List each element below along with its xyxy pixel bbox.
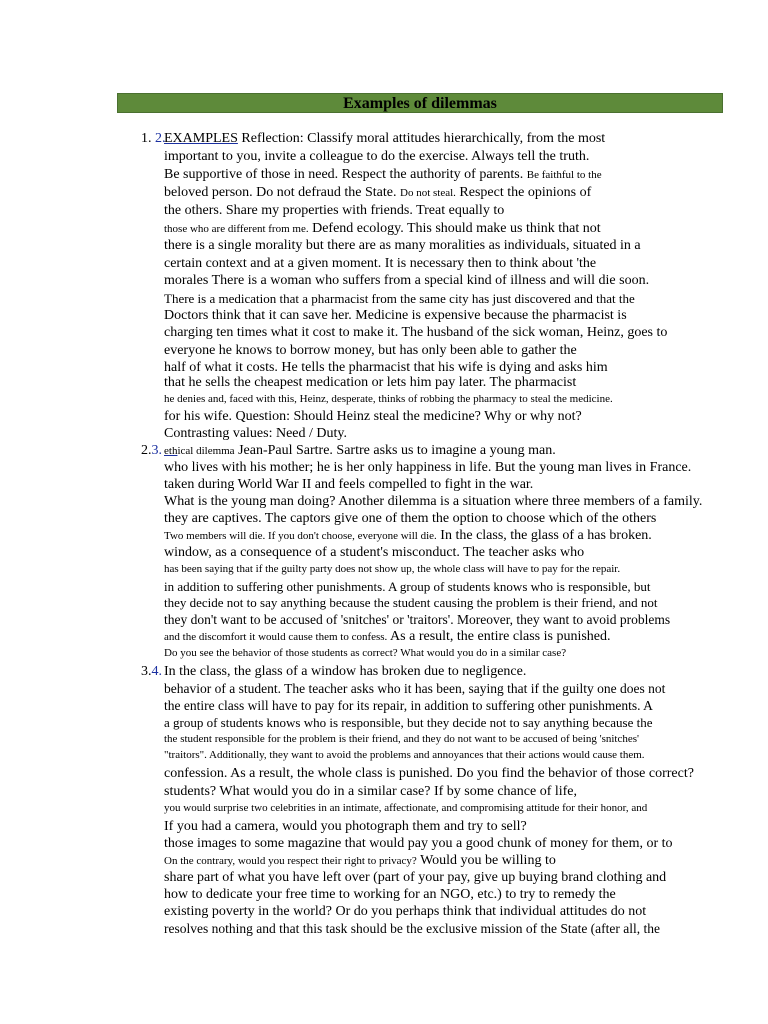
text-line: that he sells the cheapest medication or lets him pay later. The pharmacist — [164, 375, 577, 390]
text-line: On the contrary, would you respect their right to privacy? Would you be willing to — [164, 853, 556, 868]
list-number: 3.4. — [141, 664, 162, 679]
text-line: in addition to suffering other punishments. A group of students knows who is responsible, but — [164, 579, 651, 594]
text-line: they don't want to be accused of 'snitches' or 'traitors'. Moreover, they want to avoid problems — [164, 612, 671, 627]
list-sub-number[interactable]: 2. — [155, 131, 166, 146]
text-line: Be supportive of those in need. Respect the authority of parents. Be faithful to the — [164, 167, 602, 182]
text-line: ethical dilemma Jean-Paul Sartre. Sartre asks us to imagine a young man. — [164, 443, 556, 458]
text-line: those images to some magazine that would pay you a good chunk of money for them, or to — [164, 836, 673, 851]
text-line: "traitors". Additionally, they want to avoid the problems and annoyances that their actions would cause them. — [164, 749, 645, 761]
text-line: they are captives. The captors give one of them the option to choose which of the others — [164, 511, 657, 526]
list-number: 1. 2. — [141, 131, 166, 146]
text-line: there is a single morality but there are as many moralities as individuals, situated in a — [164, 238, 641, 253]
text-line: EXAMPLES Reflection: Classify moral attitudes hierarchically, from the most — [164, 131, 606, 146]
text-line: In the class, the glass of a window has broken due to negligence. — [164, 664, 527, 679]
text-line: for his wife. Question: Should Heinz steal the medicine? Why or why not? — [164, 409, 582, 424]
text-line: There is a medication that a pharmacist from the same city has just discovered and that the — [164, 291, 635, 306]
section-title: Examples of dilemmas — [343, 95, 497, 112]
text-line: the others. Share my properties with friends. Treat equally to — [164, 203, 505, 218]
text-line: half of what it costs. He tells the pharmacist that his wife is dying and asks him — [164, 360, 608, 375]
text-line: the student responsible for the problem is their friend, and they do not want to be accused of being 'snitches' — [164, 733, 640, 745]
list-number: 2.3. — [141, 443, 162, 458]
text-line: those who are different from me. Defend ecology. This should make us think that not — [164, 221, 601, 236]
text-line: they decide not to say anything because the student causing the problem is their friend, and not — [164, 595, 658, 610]
text-line: important to you, invite a colleague to do the exercise. Always tell the truth. — [164, 149, 590, 164]
text-line: the entire class will have to pay for its repair, in addition to suffering other punishments. A — [164, 698, 653, 713]
section-banner — [117, 93, 723, 113]
text-line: how to dedicate your free time to working for an NGO, etc.) to try to remedy the — [164, 887, 616, 902]
list-sub-number[interactable]: 3. — [151, 443, 162, 458]
text-line: you would surprise two celebrities in an intimate, affectionate, and compromising attitude for their honor, and — [164, 802, 648, 814]
text-line: If you had a camera, would you photograph them and try to sell? — [164, 819, 527, 834]
text-line: students? What would you do in a similar case? If by some chance of life, — [164, 784, 578, 799]
text-line: charging ten times what it cost to make it. The husband of the sick woman, Heinz, goes to — [164, 325, 668, 340]
text-line: confession. As a result, the whole class is punished. Do you find the behavior of those correct? — [164, 766, 694, 781]
text-line: Two members will die. If you don't choose, everyone will die. In the class, the glass of a has broken. — [164, 528, 652, 543]
text-line: a group of students knows who is responsible, but they decide not to say anything because the — [164, 715, 653, 730]
text-line: who lives with his mother; he is her only happiness in life. But the young man lives in France. — [164, 460, 692, 475]
text-line: morales There is a woman who suffers from a special kind of illness and will die soon. — [164, 273, 650, 288]
text-line: Contrasting values: Need / Duty. — [164, 426, 348, 441]
text-line: window, as a consequence of a student's misconduct. The teacher asks who — [164, 545, 585, 560]
text-line: resolves nothing and that this task should be the exclusive mission of the State (after all, the — [164, 921, 661, 936]
list-sub-number[interactable]: 4. — [151, 664, 162, 679]
text-line: existing poverty in the world? Or do you perhaps think that individual attitudes do not — [164, 904, 647, 919]
text-line: taken during World War II and feels compelled to fight in the war. — [164, 477, 534, 492]
text-line: Doctors think that it can save her. Medicine is expensive because the pharmacist is — [164, 308, 627, 323]
text-line: and the discomfort it would cause them to confess. As a result, the entire class is punished. — [164, 629, 611, 644]
text-line: beloved person. Do not defraud the State. Do not steal. Respect the opinions of — [164, 185, 592, 200]
text-line: everyone he knows to borrow money, but has only been able to gather the — [164, 343, 577, 358]
text-line: has been saying that if the guilty party does not show up, the whole class will have to pay for the repair. — [164, 563, 621, 575]
text-line: he denies and, faced with this, Heinz, desperate, thinks of robbing the pharmacy to steal the medicine. — [164, 393, 613, 405]
text-line: behavior of a student. The teacher asks who it has been, saying that if the guilty one does not — [164, 681, 666, 696]
text-line: Do you see the behavior of those students as correct? What would you do in a similar case? — [164, 647, 567, 659]
list-lead: EXAMPLES — [164, 131, 238, 146]
list-lead: eth — [164, 445, 178, 457]
text-line: certain context and at a given moment. It is necessary then to think about 'the — [164, 256, 597, 271]
text-line: share part of what you have left over (part of your pay, give up buying brand clothing and — [164, 870, 667, 885]
text-line: What is the young man doing? Another dilemma is a situation where three members of a family. — [164, 494, 703, 509]
